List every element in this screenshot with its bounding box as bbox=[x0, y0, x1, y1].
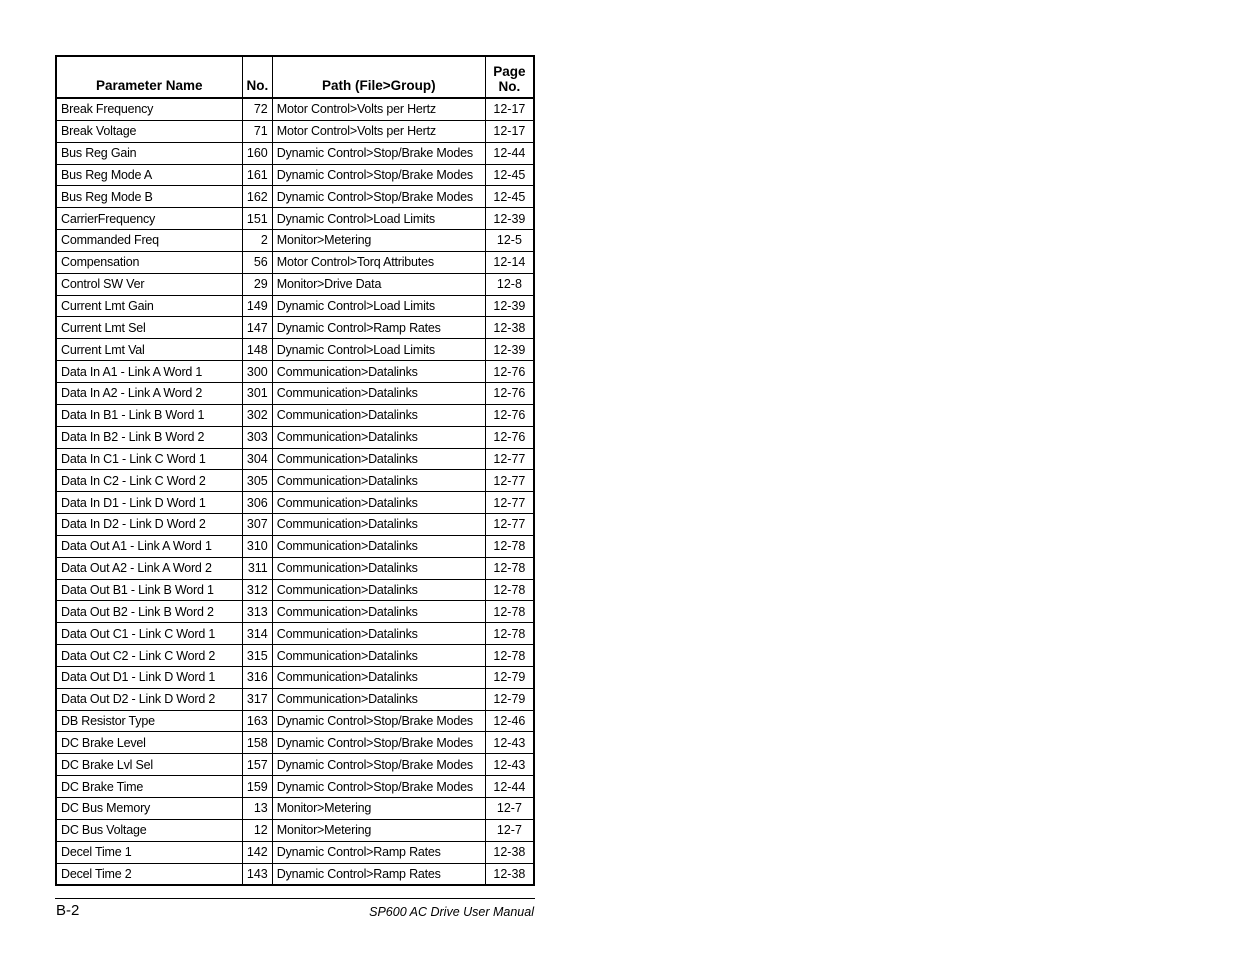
table-row bbox=[56, 514, 534, 536]
table-row bbox=[56, 732, 534, 754]
cell-path: Dynamic Control>Ramp Rates bbox=[272, 841, 485, 863]
cell-no: 163 bbox=[242, 710, 272, 732]
cell-path: Dynamic Control>Load Limits bbox=[272, 208, 485, 230]
header-no: No. bbox=[242, 56, 272, 98]
cell-parameter-name: Current Lmt Val bbox=[56, 339, 242, 361]
cell-no: 2 bbox=[242, 230, 272, 252]
cell-page: 12-38 bbox=[485, 863, 534, 885]
cell-path: Communication>Datalinks bbox=[272, 535, 485, 557]
cell-path: Motor Control>Volts per Hertz bbox=[272, 120, 485, 142]
cell-parameter-name: Data Out C1 - Link C Word 1 bbox=[56, 623, 242, 645]
cell-parameter-name: CarrierFrequency bbox=[56, 208, 242, 230]
cell-no: 307 bbox=[242, 514, 272, 536]
cell-no: 160 bbox=[242, 142, 272, 164]
cell-parameter-name: Break Voltage bbox=[56, 120, 242, 142]
header-path: Path (File>Group) bbox=[272, 56, 485, 98]
cell-page: 12-46 bbox=[485, 710, 534, 732]
cell-parameter-name: Break Frequency bbox=[56, 98, 242, 120]
cell-page: 12-76 bbox=[485, 404, 534, 426]
cell-no: 304 bbox=[242, 448, 272, 470]
table-row bbox=[56, 317, 534, 339]
table-row bbox=[56, 142, 534, 164]
cell-no: 162 bbox=[242, 186, 272, 208]
cell-parameter-name: Data In B1 - Link B Word 1 bbox=[56, 404, 242, 426]
cell-path: Dynamic Control>Stop/Brake Modes bbox=[272, 142, 485, 164]
cell-parameter-name: Bus Reg Mode A bbox=[56, 164, 242, 186]
manual-title: SP600 AC Drive User Manual bbox=[369, 905, 534, 919]
cell-parameter-name: Data In A1 - Link A Word 1 bbox=[56, 361, 242, 383]
cell-no: 151 bbox=[242, 208, 272, 230]
cell-no: 143 bbox=[242, 863, 272, 885]
cell-no: 305 bbox=[242, 470, 272, 492]
cell-page: 12-77 bbox=[485, 470, 534, 492]
table-row bbox=[56, 273, 534, 295]
cell-parameter-name: Data Out C2 - Link C Word 2 bbox=[56, 645, 242, 667]
table-row bbox=[56, 579, 534, 601]
cell-parameter-name: Data Out A2 - Link A Word 2 bbox=[56, 557, 242, 579]
table-row bbox=[56, 186, 534, 208]
cell-no: 149 bbox=[242, 295, 272, 317]
cell-parameter-name: Data In C2 - Link C Word 2 bbox=[56, 470, 242, 492]
header-page-line1: Page bbox=[493, 64, 526, 79]
header-page-line2: No. bbox=[498, 79, 521, 94]
cell-page: 12-43 bbox=[485, 754, 534, 776]
table-row bbox=[56, 798, 534, 820]
cell-no: 72 bbox=[242, 98, 272, 120]
cell-page: 12-78 bbox=[485, 535, 534, 557]
cell-parameter-name: Decel Time 2 bbox=[56, 863, 242, 885]
cell-parameter-name: Data Out B2 - Link B Word 2 bbox=[56, 601, 242, 623]
cell-path: Dynamic Control>Stop/Brake Modes bbox=[272, 186, 485, 208]
cell-parameter-name: Current Lmt Sel bbox=[56, 317, 242, 339]
cell-no: 315 bbox=[242, 645, 272, 667]
table-row bbox=[56, 623, 534, 645]
cell-parameter-name: Decel Time 1 bbox=[56, 841, 242, 863]
cell-parameter-name: Data Out B1 - Link B Word 1 bbox=[56, 579, 242, 601]
cell-path: Communication>Datalinks bbox=[272, 514, 485, 536]
table-row bbox=[56, 208, 534, 230]
table-row bbox=[56, 470, 534, 492]
cell-path: Monitor>Metering bbox=[272, 230, 485, 252]
cell-parameter-name: Data In A2 - Link A Word 2 bbox=[56, 382, 242, 404]
table-row bbox=[56, 688, 534, 710]
cell-parameter-name: DC Brake Level bbox=[56, 732, 242, 754]
cell-page: 12-39 bbox=[485, 295, 534, 317]
cell-parameter-name: Data Out D1 - Link D Word 1 bbox=[56, 666, 242, 688]
page-number: B-2 bbox=[56, 902, 80, 919]
table-row bbox=[56, 164, 534, 186]
table-row bbox=[56, 230, 534, 252]
table-row bbox=[56, 841, 534, 863]
cell-path: Motor Control>Torq Attributes bbox=[272, 251, 485, 273]
cell-page: 12-78 bbox=[485, 557, 534, 579]
cell-path: Motor Control>Volts per Hertz bbox=[272, 98, 485, 120]
cell-path: Communication>Datalinks bbox=[272, 666, 485, 688]
cell-page: 12-17 bbox=[485, 120, 534, 142]
cell-path: Communication>Datalinks bbox=[272, 601, 485, 623]
table-row bbox=[56, 535, 534, 557]
table-row bbox=[56, 404, 534, 426]
cell-page: 12-78 bbox=[485, 601, 534, 623]
cell-no: 158 bbox=[242, 732, 272, 754]
table-row bbox=[56, 819, 534, 841]
cell-path: Communication>Datalinks bbox=[272, 470, 485, 492]
cell-page: 12-39 bbox=[485, 208, 534, 230]
cell-parameter-name: Data Out A1 - Link A Word 1 bbox=[56, 535, 242, 557]
table-header bbox=[56, 56, 534, 98]
table-row bbox=[56, 448, 534, 470]
cell-page: 12-5 bbox=[485, 230, 534, 252]
table-row bbox=[56, 98, 534, 120]
cell-no: 316 bbox=[242, 666, 272, 688]
cell-no: 12 bbox=[242, 819, 272, 841]
cell-page: 12-38 bbox=[485, 317, 534, 339]
cell-parameter-name: Commanded Freq bbox=[56, 230, 242, 252]
cell-parameter-name: DC Bus Voltage bbox=[56, 819, 242, 841]
cell-no: 161 bbox=[242, 164, 272, 186]
cell-no: 71 bbox=[242, 120, 272, 142]
cell-parameter-name: DC Bus Memory bbox=[56, 798, 242, 820]
cell-page: 12-79 bbox=[485, 688, 534, 710]
table-row bbox=[56, 382, 534, 404]
table-row bbox=[56, 863, 534, 885]
footer-rule bbox=[55, 898, 535, 899]
header-parameter-name: Parameter Name bbox=[56, 56, 242, 98]
cell-page: 12-79 bbox=[485, 666, 534, 688]
table-body bbox=[56, 98, 534, 885]
cell-no: 13 bbox=[242, 798, 272, 820]
table-row bbox=[56, 251, 534, 273]
header-row bbox=[56, 56, 534, 98]
cell-no: 142 bbox=[242, 841, 272, 863]
cell-no: 56 bbox=[242, 251, 272, 273]
cell-no: 159 bbox=[242, 776, 272, 798]
table-row bbox=[56, 710, 534, 732]
cell-parameter-name: Bus Reg Gain bbox=[56, 142, 242, 164]
cell-no: 302 bbox=[242, 404, 272, 426]
cell-page: 12-7 bbox=[485, 819, 534, 841]
cell-no: 311 bbox=[242, 557, 272, 579]
table-row bbox=[56, 426, 534, 448]
cell-path: Monitor>Drive Data bbox=[272, 273, 485, 295]
cell-no: 147 bbox=[242, 317, 272, 339]
cell-path: Dynamic Control>Stop/Brake Modes bbox=[272, 754, 485, 776]
cell-parameter-name: Current Lmt Gain bbox=[56, 295, 242, 317]
cell-page: 12-76 bbox=[485, 361, 534, 383]
cell-path: Dynamic Control>Load Limits bbox=[272, 339, 485, 361]
cell-parameter-name: Data In D1 - Link D Word 1 bbox=[56, 492, 242, 514]
cell-no: 157 bbox=[242, 754, 272, 776]
table-row bbox=[56, 557, 534, 579]
cell-parameter-name: Data In D2 - Link D Word 2 bbox=[56, 514, 242, 536]
cell-parameter-name: DB Resistor Type bbox=[56, 710, 242, 732]
cell-path: Monitor>Metering bbox=[272, 819, 485, 841]
cell-page: 12-39 bbox=[485, 339, 534, 361]
cell-page: 12-14 bbox=[485, 251, 534, 273]
cell-path: Communication>Datalinks bbox=[272, 426, 485, 448]
cell-page: 12-77 bbox=[485, 492, 534, 514]
cell-page: 12-45 bbox=[485, 164, 534, 186]
cell-page: 12-17 bbox=[485, 98, 534, 120]
table-row bbox=[56, 776, 534, 798]
cell-no: 310 bbox=[242, 535, 272, 557]
cell-page: 12-7 bbox=[485, 798, 534, 820]
cell-no: 303 bbox=[242, 426, 272, 448]
cell-no: 306 bbox=[242, 492, 272, 514]
cell-page: 12-38 bbox=[485, 841, 534, 863]
cell-path: Dynamic Control>Load Limits bbox=[272, 295, 485, 317]
cell-path: Communication>Datalinks bbox=[272, 404, 485, 426]
cell-parameter-name: Control SW Ver bbox=[56, 273, 242, 295]
cell-path: Communication>Datalinks bbox=[272, 688, 485, 710]
cell-parameter-name: DC Brake Lvl Sel bbox=[56, 754, 242, 776]
cell-path: Communication>Datalinks bbox=[272, 623, 485, 645]
cell-page: 12-44 bbox=[485, 142, 534, 164]
cell-no: 29 bbox=[242, 273, 272, 295]
cell-page: 12-8 bbox=[485, 273, 534, 295]
table-row bbox=[56, 339, 534, 361]
cell-page: 12-76 bbox=[485, 426, 534, 448]
cell-path: Communication>Datalinks bbox=[272, 557, 485, 579]
cell-path: Dynamic Control>Stop/Brake Modes bbox=[272, 710, 485, 732]
cell-path: Dynamic Control>Stop/Brake Modes bbox=[272, 732, 485, 754]
cell-parameter-name: Data In B2 - Link B Word 2 bbox=[56, 426, 242, 448]
table-row bbox=[56, 295, 534, 317]
cell-path: Communication>Datalinks bbox=[272, 645, 485, 667]
table-row bbox=[56, 601, 534, 623]
cell-page: 12-43 bbox=[485, 732, 534, 754]
cell-path: Communication>Datalinks bbox=[272, 492, 485, 514]
cell-page: 12-78 bbox=[485, 645, 534, 667]
cell-path: Communication>Datalinks bbox=[272, 382, 485, 404]
cell-path: Communication>Datalinks bbox=[272, 361, 485, 383]
table-row bbox=[56, 754, 534, 776]
cell-parameter-name: DC Brake Time bbox=[56, 776, 242, 798]
cell-no: 314 bbox=[242, 623, 272, 645]
cell-no: 300 bbox=[242, 361, 272, 383]
header-page-no bbox=[485, 56, 534, 98]
cell-parameter-name: Data In C1 - Link C Word 1 bbox=[56, 448, 242, 470]
table-row bbox=[56, 120, 534, 142]
cell-page: 12-77 bbox=[485, 448, 534, 470]
cell-page: 12-45 bbox=[485, 186, 534, 208]
cell-page: 12-78 bbox=[485, 579, 534, 601]
cell-path: Dynamic Control>Ramp Rates bbox=[272, 317, 485, 339]
cell-page: 12-44 bbox=[485, 776, 534, 798]
parameter-table bbox=[55, 55, 535, 886]
table-row bbox=[56, 666, 534, 688]
cell-path: Monitor>Metering bbox=[272, 798, 485, 820]
cell-path: Dynamic Control>Stop/Brake Modes bbox=[272, 776, 485, 798]
cell-page: 12-77 bbox=[485, 514, 534, 536]
cell-parameter-name: Compensation bbox=[56, 251, 242, 273]
table-row bbox=[56, 645, 534, 667]
cell-path: Communication>Datalinks bbox=[272, 448, 485, 470]
cell-no: 301 bbox=[242, 382, 272, 404]
table-row bbox=[56, 361, 534, 383]
cell-parameter-name: Data Out D2 - Link D Word 2 bbox=[56, 688, 242, 710]
cell-path: Communication>Datalinks bbox=[272, 579, 485, 601]
cell-no: 148 bbox=[242, 339, 272, 361]
cell-no: 312 bbox=[242, 579, 272, 601]
cell-path: Dynamic Control>Ramp Rates bbox=[272, 863, 485, 885]
cell-no: 313 bbox=[242, 601, 272, 623]
cell-path: Dynamic Control>Stop/Brake Modes bbox=[272, 164, 485, 186]
cell-page: 12-78 bbox=[485, 623, 534, 645]
cell-parameter-name: Bus Reg Mode B bbox=[56, 186, 242, 208]
table-row bbox=[56, 492, 534, 514]
cell-page: 12-76 bbox=[485, 382, 534, 404]
cell-no: 317 bbox=[242, 688, 272, 710]
